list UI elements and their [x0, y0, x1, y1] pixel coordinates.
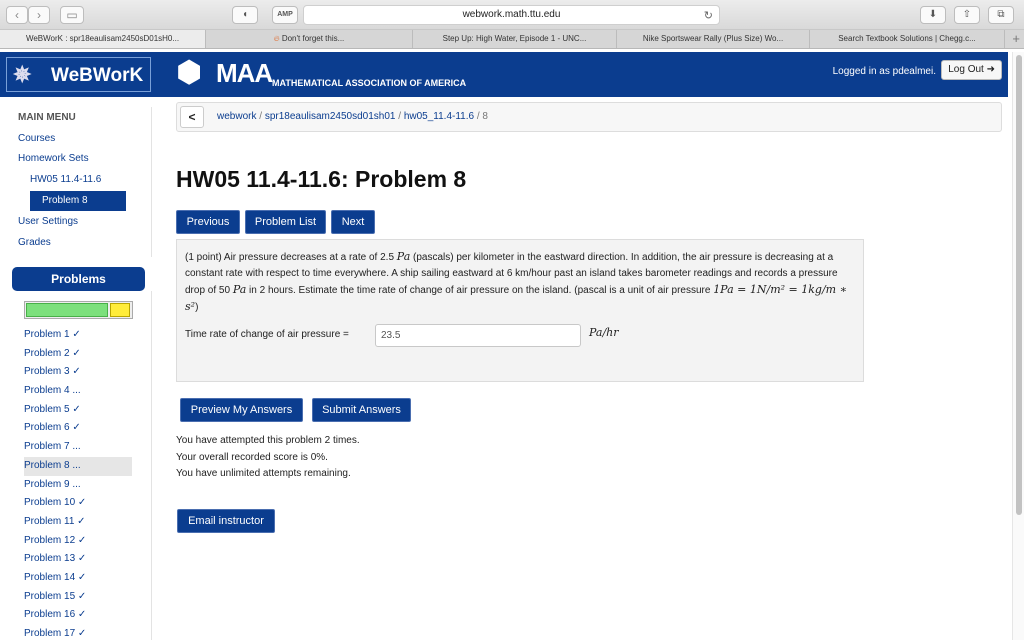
maa-subtitle: MATHEMATICAL ASSOCIATION OF AMERICA	[272, 78, 467, 88]
reload-icon[interactable]: ↻	[703, 10, 713, 22]
menu-current-set[interactable]: HW05 11.4-11.6	[30, 174, 102, 185]
problem-list-item[interactable]: Problem 5 ✓	[24, 403, 81, 415]
math-pa: Pa	[232, 283, 247, 296]
progress-attempted	[110, 303, 130, 317]
problem-box	[176, 239, 864, 382]
url-text: webwork.math.ttu.edu	[462, 9, 561, 20]
problem-list-item[interactable]: Problem 13 ✓	[24, 553, 87, 565]
polyhedron-icon: ⬢	[176, 56, 203, 89]
share-icon[interactable]: ⇧	[954, 6, 980, 24]
scrollbar-thumb[interactable]	[1016, 55, 1022, 515]
answer-input[interactable]	[375, 324, 581, 347]
breadcrumb-root[interactable]: webwork	[217, 111, 257, 122]
problem-list-item[interactable]: Problem 4 ...	[24, 385, 81, 397]
problem-list	[24, 326, 132, 644]
problem-list-item[interactable]: Problem 8 ...	[24, 457, 132, 476]
problem-list-item[interactable]: Problem 12 ✓	[24, 534, 87, 546]
remaining-text: You have unlimited attempts remaining.	[176, 468, 351, 479]
star-icon: ✵	[13, 62, 32, 87]
breadcrumb-set[interactable]: hw05_11.4-11.6	[403, 111, 475, 122]
page-title: HW05 11.4-11.6: Problem 8	[176, 166, 467, 192]
breadcrumb	[176, 102, 1002, 132]
page-scrollbar[interactable]	[1012, 52, 1024, 640]
problem-list-item[interactable]: Problem 17 ✓	[24, 628, 87, 639]
tab-step-up[interactable]	[413, 30, 617, 48]
logout-button[interactable]: Log Out ➜	[941, 60, 1002, 80]
problem-text	[185, 249, 855, 316]
breadcrumb-course[interactable]: spr18eaulisam2450sd01sh01	[264, 111, 396, 122]
tab-label: WeBWorK : spr18eaulisam2450sD01sH0...	[25, 34, 180, 43]
problem-list-item[interactable]: Problem 16 ✓	[24, 609, 87, 621]
breadcrumb-sep: /	[395, 111, 404, 122]
problem-list-item[interactable]: Problem 9 ...	[24, 478, 81, 490]
amp-icon[interactable]: AMP	[272, 6, 298, 24]
tab-label: Nike Sportswear Rally (Plus Size) Wo...	[642, 34, 784, 43]
problem-list-button[interactable]: Problem List	[245, 210, 326, 234]
next-button[interactable]: Next	[331, 210, 375, 234]
progress-bar	[24, 301, 133, 319]
math-pa: Pa	[396, 250, 411, 263]
problem-list-item[interactable]: Problem 11 ✓	[24, 515, 86, 527]
progress-correct	[26, 303, 108, 317]
maa-title: MAA	[216, 58, 273, 88]
preview-answers-button[interactable]: Preview My Answers	[180, 398, 303, 422]
menu-homework-sets[interactable]: Homework Sets	[18, 153, 89, 164]
tab-bar	[0, 30, 1024, 49]
breadcrumb-trail	[217, 111, 488, 122]
breadcrumb-back-button[interactable]: <	[180, 106, 204, 128]
breadcrumb-problem: 8	[482, 111, 488, 122]
address-bar[interactable]	[303, 5, 720, 25]
problem-text-part: (pascals) per kilometer in the eastward direction. In addition, the air pressure is decreasing at a constant rate with respect to time everywhere. A ship sailing eastward at 6 km/hour past an island takes barometer readings and records a pressure drop of 50	[185, 252, 838, 296]
problem-list-item[interactable]: Problem 2 ✓	[24, 347, 81, 359]
download-icon[interactable]: ⬇	[920, 6, 946, 24]
menu-grades[interactable]: Grades	[18, 237, 51, 248]
main-menu	[6, 107, 152, 257]
sidebar-icon[interactable]: ▭	[60, 6, 84, 24]
submit-answers-button[interactable]: Submit Answers	[312, 398, 411, 422]
breadcrumb-sep: /	[256, 111, 265, 122]
problem-list-item[interactable]: Problem 6 ✓	[24, 422, 81, 434]
main-menu-title: MAIN MENU	[18, 112, 76, 123]
tab-label: Search Textbook Solutions | Chegg.c...	[838, 34, 976, 43]
logged-in-text: Logged in as pdealmei.	[832, 66, 936, 77]
previous-button[interactable]: Previous	[176, 210, 240, 234]
problem-list-item[interactable]: Problem 14 ✓	[24, 571, 87, 583]
flame-icon: 🔥︎	[273, 34, 280, 43]
breadcrumb-sep: /	[474, 111, 483, 122]
menu-user-settings[interactable]: User Settings	[18, 216, 79, 227]
problem-text-part: (1 point) Air pressure decreases at a rate of 2.5	[185, 252, 397, 263]
tab-dont-forget[interactable]	[206, 30, 413, 48]
webwork-logo[interactable]	[6, 57, 151, 92]
score-text: Your overall recorded score is 0%.	[176, 452, 328, 463]
problem-list-item[interactable]: Problem 15 ✓	[24, 590, 87, 602]
answer-unit: Pa/hr	[589, 326, 619, 339]
site-header	[0, 52, 1008, 97]
tabs-overview-icon[interactable]: ⧉	[988, 6, 1014, 24]
back-icon[interactable]: ‹	[6, 6, 28, 24]
logo-text: WeBWorK	[51, 65, 144, 86]
menu-current-problem[interactable]: Problem 8	[30, 191, 126, 211]
menu-courses[interactable]: Courses	[18, 133, 56, 144]
math-pascal-definition: 1Pa = 1N/m² = 1kg/m ∗ s²	[185, 283, 848, 313]
email-instructor-button[interactable]: Email instructor	[177, 509, 275, 533]
problems-panel-title: Problems	[12, 267, 145, 291]
forward-icon[interactable]: ›	[28, 6, 50, 24]
tab-label: Don't forget this...	[281, 34, 345, 43]
answer-label: Time rate of change of air pressure =	[185, 329, 349, 340]
tab-label: Step Up: High Water, Episode 1 - UNC...	[442, 34, 587, 43]
new-tab-button[interactable]: +	[1012, 31, 1020, 46]
tab-chegg[interactable]	[810, 30, 1005, 48]
attempts-text: You have attempted this problem 2 times.	[176, 435, 360, 446]
browser-toolbar	[0, 0, 1024, 30]
tab-nike[interactable]	[617, 30, 810, 48]
problem-list-item[interactable]: Problem 3 ✓	[24, 366, 81, 378]
shield-icon[interactable]: ◖	[232, 6, 258, 24]
problem-list-item[interactable]: Problem 1 ✓	[24, 329, 81, 340]
problem-text-part: )	[195, 302, 199, 313]
problem-list-item[interactable]: Problem 10 ✓	[24, 497, 87, 509]
sidebar-divider	[151, 291, 152, 640]
problem-list-item[interactable]: Problem 7 ...	[24, 441, 81, 453]
tab-webwork[interactable]	[0, 30, 206, 48]
problem-text-part: in 2 hours. Estimate the time rate of change of air pressure on the island. (pascal is a unit of air pressure	[246, 285, 714, 296]
